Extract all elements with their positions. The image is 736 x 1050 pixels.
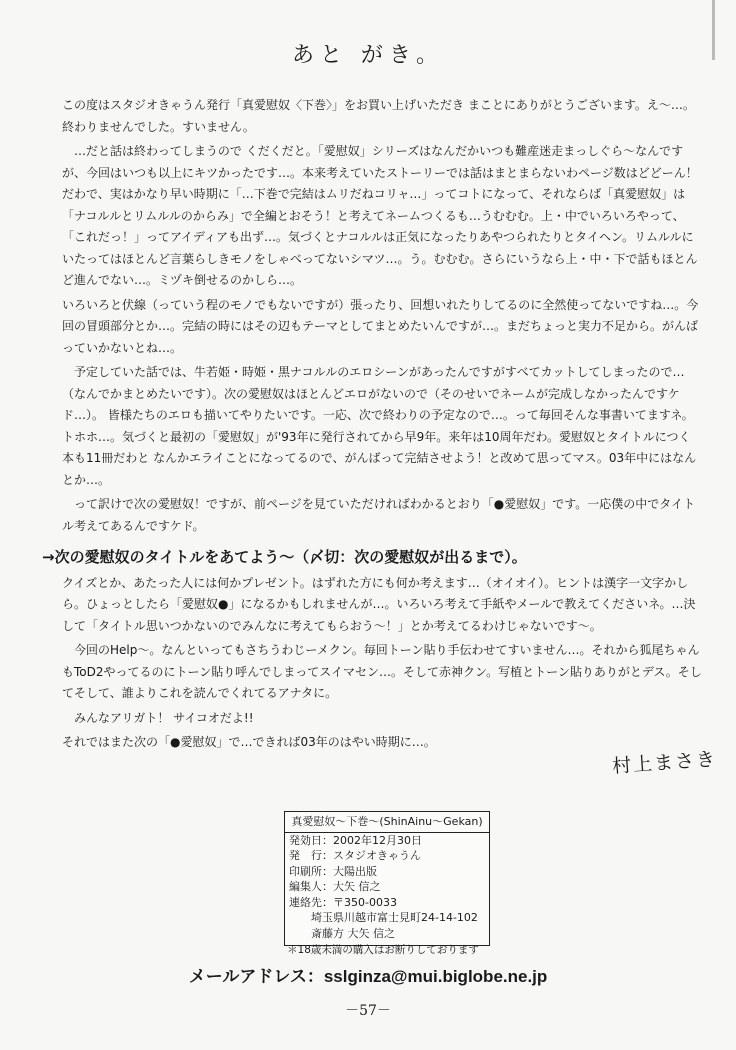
paragraph-intro: この度はスタジオきゃうん発行「真愛慰奴〈下巻〉」をお買い上げいただき まことにありがとうございます。え〜…。終わりませんでした。すいません。 <box>62 98 695 134</box>
quiz-heading: →次の愛慰奴のタイトルをあてよう〜（〆切：次の愛慰奴が出るまで）。 <box>42 548 527 566</box>
paragraph-cut-scenes: 予定していた話では、牛若姫・時姫・黒ナコルルのエロシーンがあったんですがすべてカットしてしまったので…（なんでかまとめたいです）。次の愛慰奴はほとんどエロがないので（そのせいでネームが完成しなかったんですケド…）。 皆様たちのエロも描いてやりたいです。一応、次で終わりの予定なので…。って毎回そんな事書いてますネ。トホホ…。気づくと最初の「愛慰奴」が'93年に発行されてから早9年。来年は10周年だわ。愛慰奴とタイトルにつく本も11冊だわと なんかエライことになってるので、がんばって完結させよう！と改めて思ってマス。03年中にはなんとか…。 <box>62 365 697 487</box>
paragraph-help: 今回のHelp〜。なんといってもさちうわじーメクン。毎回トーン貼り手伝わせてすいません…。それから狐尾ちゃんもToD2やってるのにトーン貼り呼んでしまってスイマセン…。そして赤神クン。写植とトーン貼りありがとデス。そしてそして、誰よりこれを読んでくれてるアナタに。 <box>62 643 702 700</box>
colophon-address: 埼玉県川越市富士見町24-14-102 <box>311 911 478 924</box>
afterword-body <box>42 95 702 757</box>
email-address: メールアドレス：sslginza@mui.biglobe.ne.jp <box>188 967 548 986</box>
age-notice: ＊18歳未満の購入はお断りしております <box>287 944 479 956</box>
afterword-title: あと がき。 <box>291 43 445 68</box>
page-number: －57－ <box>345 1003 391 1019</box>
paragraph-quiz: クイズとか、あたった人には何かプレゼント。はずれた方にも何か考えます…（オイオイ）。ヒントは漢字一文字かしら。ひょっとしたら「愛慰奴●」になるかもしれませんが…。いろいろ考えて手紙やメールで教えてくださいネ。…決して「タイトル思いつかないのでみんなに考えてもらおう〜！」とか考えてるわけじゃないです〜。 <box>62 575 696 633</box>
paragraph-story: …だと話は終わってしまうので くだくだと。「愛慰奴」シリーズはなんだかいつも難産迷走まっしぐら〜なんですが、今回はいつも以上にキツかったです…。本来考えていたストーリーでは話はまとまらないわページ数はどどーん！だわで、実はかなり早い時期に「…下巻で完結はムリだねコリャ…」ってコトになって、それならば「真愛慰奴」は「ナコルルとリムルルのからみ」で全編とおそう！と考えてネームつくるも…うむむむ。上・中でいろいろやって、「これだっ！」ってアイディアも出ず…。気づくとナコルルは正気になったりあやつられたりとタイヘン。リムルルにいたってはほとんど言葉らしきモノをしゃべってないシマツ…。う。むむむ。さらにいうなら上・中・下で話もほとんど進んでない…。ミヅキ倒せるのかしら…。 <box>62 144 698 287</box>
colophon-row: 連絡先：〒350-0033 <box>289 895 397 909</box>
colophon-row: 発 行：スタジオきゃうん <box>289 849 421 862</box>
paragraph-thanks: みんなアリガト！ サイコオだよ!! <box>74 710 254 725</box>
paragraph-foreshadow: いろいろと伏線（っていう程のモノでもないですが）張ったり、回想いれたりしてるのに全然使ってないですね…。今回の冒頭部分とか…。完結の時にはその辺もテーマとしてまとめたいんですが…。まだちょっと実力不足から。がんばっていかないとね…。 <box>62 297 699 355</box>
colophon-title: 真愛慰奴〜下巻〜(ShinAinu〜Gekan) <box>285 812 489 833</box>
colophon-box <box>284 811 490 946</box>
colophon-row: 印刷所：大陽出版 <box>289 864 377 878</box>
paragraph-next-title: って訳けで次の愛慰奴！ですが、前ページを見ていただければわかるとおり「●愛慰奴」です。一応僕の中でタイトル考えてあるんですケド。 <box>62 497 696 533</box>
colophon-recipient: 斎藤方 大矢 信之 <box>311 926 395 940</box>
colophon-row: 発効日：2002年12月30日 <box>289 833 422 847</box>
colophon-row: 編集人：大矢 信之 <box>289 880 381 893</box>
author-signature: 村上まさき <box>611 748 718 778</box>
paragraph-closing: それではまた次の「●愛慰奴」で…できれば03年のはやい時期に…。 <box>62 735 436 749</box>
